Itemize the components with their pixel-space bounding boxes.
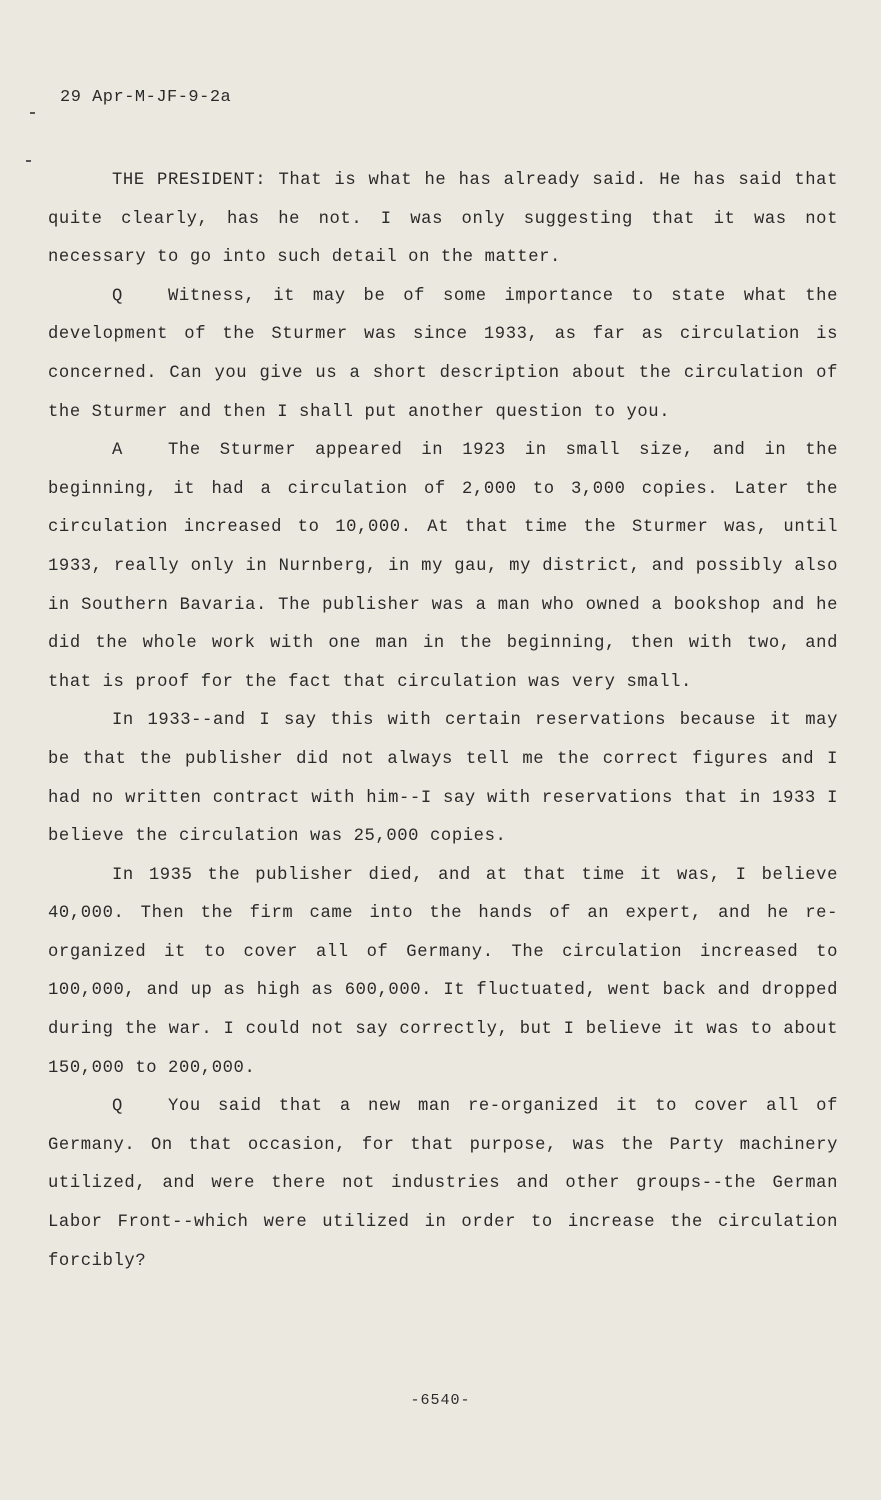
president-statement: [48, 162, 838, 278]
question-paragraph: [48, 1088, 838, 1281]
speaker-label: Q: [112, 286, 123, 306]
speaker-label: A: [112, 441, 123, 461]
paragraph-text: THE PRESIDENT: That is what he has already said. He has said that quite clearly, has he not. I was only suggesting that it was not necessary to go into such detail on the matter.: [48, 171, 838, 268]
document-reference: 29 Apr-M-JF-9-2a: [60, 88, 232, 107]
answer-continuation: [48, 857, 838, 1089]
page-number: -6540-: [410, 1392, 471, 1409]
paragraph-text: The Sturmer appeared in 1923 in small size, and in the beginning, it had a circulation of 2,000 to 3,000 copies. Later the circulation increased to 10,000. At that time the Sturmer was, until 1933, really only in Nurnberg, in my gau, my district, and possibly also in Southern Bavaria. The publisher was a man who owned a bookshop and he did the whole work with one man in the beginning, then with two, and that is proof for the fact that circulation was very small.: [48, 441, 838, 692]
question-paragraph: [48, 278, 838, 432]
paragraph-text: In 1935 the publisher died, and at that time it was, I believe 40,000. Then the firm came into the hands of an expert, and he re-organized it to cover all of Germany. The circulation increased to 100,000, and up as high as 600,000. It fluctuated, went back and dropped during the war. I could not say correctly, but I believe it was to about 150,000 to 200,000.: [48, 865, 838, 1078]
paragraph-text: In 1933--and I say this with certain reservations because it may be that the publisher did not always tell me the correct figures and I had no written contract with him--I say with reservations that in 1933 I believe the circulation was 25,000 copies.: [48, 711, 838, 847]
margin-mark: [30, 112, 35, 114]
speaker-label: Q: [112, 1097, 123, 1117]
margin-mark: [26, 160, 31, 162]
paragraph-text: You said that a new man re-organized it to cover all of Germany. On that occasion, for that purpose, was the Party machinery utilized, and were there not industries and other groups--the German Labor Front--which were utilized in order to increase the circulation forcibly?: [48, 1097, 838, 1271]
answer-paragraph: [48, 432, 838, 702]
transcript-body: [48, 162, 838, 1281]
paragraph-text: Witness, it may be of some importance to state what the development of the Sturmer was since 1933, as far as circulation is concerned. Can you give us a short description about the circulation of the Sturmer and then I shall put another question to you.: [48, 286, 838, 422]
answer-continuation: [48, 702, 838, 856]
